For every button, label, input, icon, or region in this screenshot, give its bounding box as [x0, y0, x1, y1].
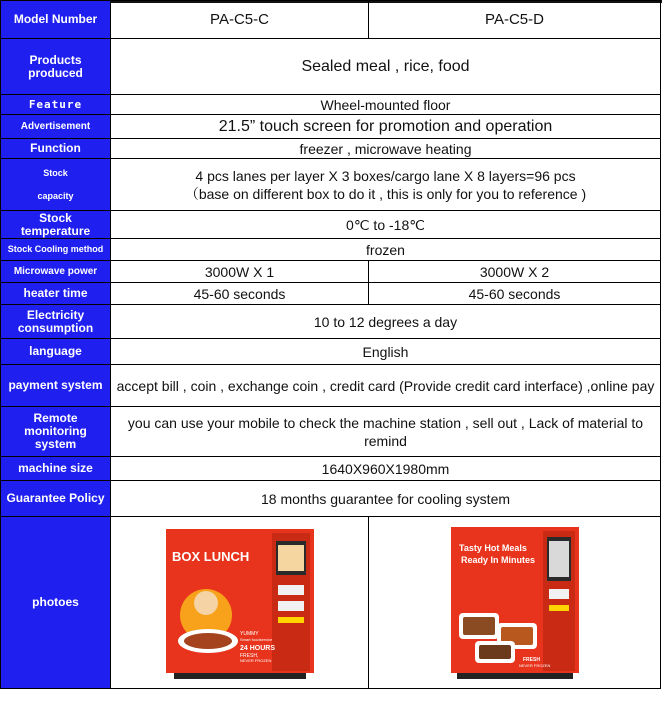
photo-d-headline2: Ready In Minutes — [460, 554, 535, 565]
row-label-photos: photoes — [1, 517, 111, 689]
row-label-microwave-power: Microwave power — [1, 261, 111, 283]
table-row — [1, 211, 661, 239]
table-row — [1, 239, 661, 261]
stock-label-bottom: capacity — [37, 190, 74, 201]
stock-temperature-value: 0℃ to -18℃ — [111, 211, 661, 239]
row-label-cooling-method: Stock Cooling method — [1, 239, 111, 261]
photo-d-cell — [369, 517, 661, 689]
table-row — [1, 115, 661, 139]
lunch-box-food — [184, 633, 232, 649]
cooling-method-value: frozen — [111, 239, 661, 261]
machine-slot — [278, 585, 304, 595]
remote-monitoring-value: you can use your mobile to check the machine station , sell out , Lack of material to remind — [111, 407, 661, 457]
machine-indicator — [549, 605, 569, 611]
products-value: Sealed meal , rice, food — [111, 39, 661, 95]
row-label-feature: Feature — [1, 95, 111, 115]
vending-machine-c-image — [160, 523, 320, 683]
table-row — [1, 1, 661, 39]
table-row — [1, 95, 661, 115]
row-label-guarantee: Guarantee Policy — [1, 481, 111, 517]
photo-c-sub1: YUMMY — [239, 630, 259, 637]
table-row — [1, 139, 661, 159]
stock-label-top: Stock — [43, 167, 68, 178]
model-c-value: PA-C5-C — [111, 1, 369, 39]
heater-c-value: 45-60 seconds — [111, 283, 369, 305]
table-row — [1, 457, 661, 481]
machine-screen-content — [549, 541, 569, 577]
photo-c-cell — [111, 517, 369, 689]
machine-slot — [549, 589, 569, 599]
photo-c-sub4: NEVER FROZEN — [239, 657, 271, 663]
row-label-machine-size: machine size — [1, 457, 111, 481]
model-d-value: PA-C5-D — [369, 1, 661, 39]
row-label-products: Products produced — [1, 39, 111, 95]
microwave-d-value: 3000W X 2 — [369, 261, 661, 283]
photo-d-sub2: NEVER FROZEN — [518, 662, 550, 668]
table-row — [1, 481, 661, 517]
row-label-model: Model Number — [1, 1, 111, 39]
meal-tray-food — [463, 617, 495, 635]
guarantee-value: 18 months guarantee for cooling system — [111, 481, 661, 517]
heater-d-value: 45-60 seconds — [369, 283, 661, 305]
photo-c-sub3: FRESH, — [239, 652, 258, 659]
row-label-stock-capacity — [1, 159, 111, 211]
table-row — [1, 407, 661, 457]
row-label-stock-temperature: Stock temperature — [1, 211, 111, 239]
stock-capacity-line1: 4 pcs lanes per layer X 3 boxes/cargo lane X 8 layers=96 pcs — [195, 167, 576, 184]
row-label-electricity: Electricity consumption — [1, 305, 111, 339]
microwave-c-value: 3000W X 1 — [111, 261, 369, 283]
row-label-advertisement: Advertisement — [1, 115, 111, 139]
machine-indicator — [278, 617, 304, 623]
table-row — [1, 305, 661, 339]
row-label-heater-time: heater time — [1, 283, 111, 305]
table-row — [1, 283, 661, 305]
machine-slot — [278, 601, 304, 611]
photo-c-headline: BOX LUNCH — [171, 548, 249, 564]
table-row — [1, 39, 661, 95]
table-row — [1, 159, 661, 211]
stock-capacity-line2: （base on different box to do it , this is only for you to reference ) — [184, 185, 587, 202]
feature-value: Wheel-mounted floor — [111, 95, 661, 115]
photo-d-sub1: FRESH — [522, 656, 540, 663]
row-label-function: Function — [1, 139, 111, 159]
table-row — [1, 365, 661, 407]
table-row — [1, 517, 661, 689]
meal-tray-food — [479, 645, 511, 659]
machine-size-value: 1640X960X1980mm — [111, 457, 661, 481]
language-value: English — [111, 339, 661, 365]
table-row — [1, 339, 661, 365]
photo-c-sub2: Smart foodservice — [239, 636, 272, 642]
row-label-remote-monitoring: Remote monitoring system — [1, 407, 111, 457]
stock-capacity-value — [111, 159, 661, 211]
kid-face — [194, 591, 218, 615]
payment-value: accept bill , coin , exchange coin , credit card (Provide credit card interface) ,online pay — [111, 365, 661, 407]
row-label-language: language — [1, 339, 111, 365]
row-label-payment: payment system — [1, 365, 111, 407]
photo-c-tag: 24 HOURS — [239, 644, 275, 652]
machine-screen-content — [278, 545, 304, 571]
table-row — [1, 261, 661, 283]
photo-d-headline1: Tasty Hot Meals — [458, 542, 527, 553]
electricity-value: 10 to 12 degrees a day — [111, 305, 661, 339]
function-value: freezer , microwave heating — [111, 139, 661, 159]
advertisement-value: 21.5” touch screen for promotion and operation — [111, 115, 661, 139]
vending-machine-d-image — [447, 523, 583, 683]
